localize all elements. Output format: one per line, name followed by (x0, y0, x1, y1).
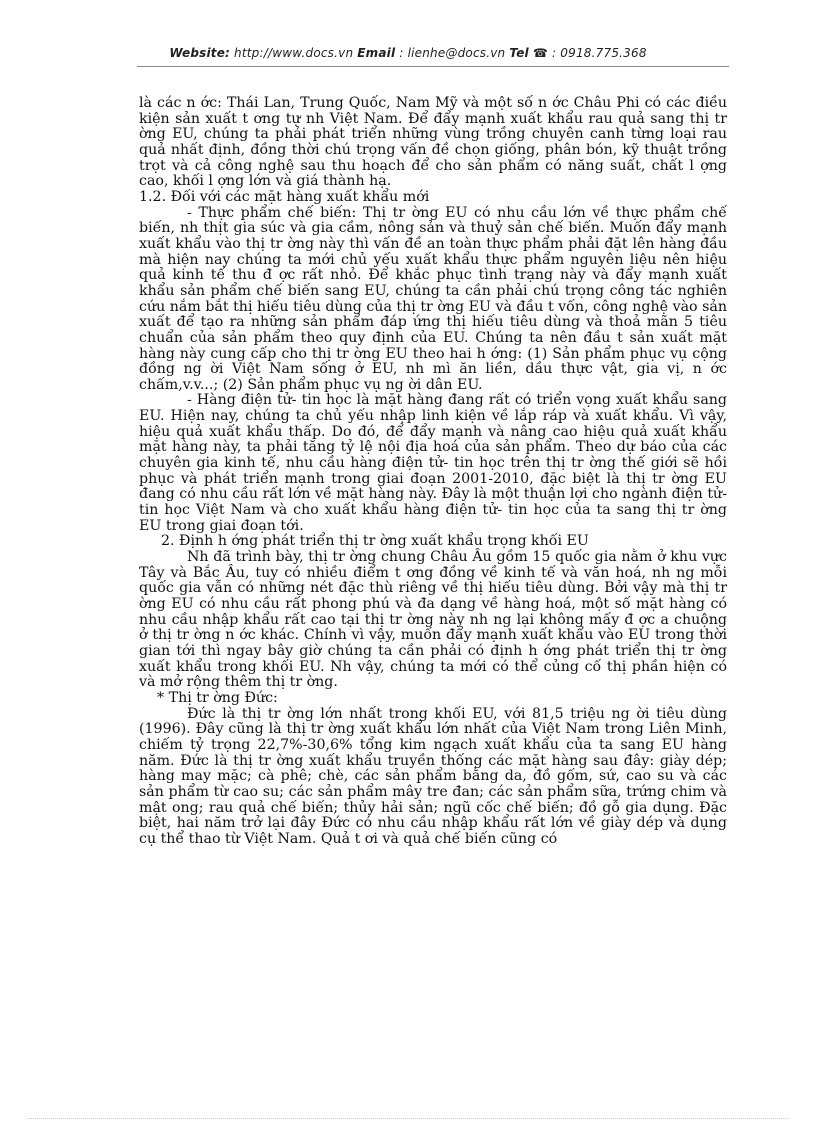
header-divider (137, 66, 729, 67)
section-heading-new-products: 1.2. Đối với các mặt hàng xuất khẩu mới (139, 188, 430, 205)
tel-label: Tel (509, 46, 529, 60)
page-header (0, 46, 816, 60)
section-heading-market-orientation: 2. Định h ớng phát triển thị tr ờng xuất khẩu trọng khối EU (161, 533, 589, 550)
paragraph-fruit-veg: là các n ớc: Thái Lan, Trung Quốc, Nam Mỹ và một số n ớc Châu Phi có các điều kiện sản xuất t ơng tự nh Việt Nam. Để đẩy mạnh xuất khẩu rau quả sang thị tr ờng EU, chúng ta phải phát triển những vùng trồng chuyên canh từng loại rau quả nhất định, đồng thời chú trọng vấn đề chọn giống, phân bón, kỹ thuật trồng trọt và cả công nghệ sau thu hoạch để cho sản phẩm có năng suất, chất l ợng cao, khối l ợng lớn và giá thành hạ. (139, 95, 727, 190)
paragraph-electronics: - Hàng điện tử- tin học là mặt hàng đang rất có triển vọng xuất khẩu sang EU. Hiện nay, chúng ta chủ yếu nhập linh kiện về lắp ráp và xuất khẩu. Vì vậy, hiệu quả xuất khẩu thấp. Do đó, để đẩy mạnh và nâng cao hiệu quả xuất khẩu mặt hàng này, ta phải tăng tỷ lệ nội địa hoá của sản phẩm. Theo dự báo của các chuyên gia kinh tế, nhu cầu hàng điện tử- tin học trên thị tr ờng thế giới sẽ hồi phục và phát triển mạnh trong giai đoạn 2001-2010, đặc biệt là thị tr ờng EU đang có nhu cầu rất lớn về mặt hàng này. Đây là một thuận lợi cho ngành điện tử- tin học Việt Nam và cho xuất khẩu hàng điện tử- tin học của ta sang thị tr ờng EU trong giai đoạn tới. (139, 392, 727, 534)
tel-value: ☎ : 0918.775.368 (528, 46, 647, 60)
email-value[interactable]: : lienhe@docs.vn (395, 46, 510, 60)
paragraph-processed-food: - Thực phẩm chế biến: Thị tr ờng EU có nhu cầu lớn về thực phẩm chế biến, nh thịt gia súc và gia cầm, nông sản và thuỷ sản chế biến. Muốn đẩy mạnh xuất khẩu vào thị tr ờng này thì vấn đề an toàn thực phẩm phải đặt lên hàng đầu mà hiện nay chúng ta mới chủ yếu xuất khẩu thực phẩm nguyên liệu nên hiệu quả kinh tế thu đ ợc rất nhỏ. Để khắc phục tình trạng này và đẩy mạnh xuất khẩu sản phẩm chế biến sang EU, chúng ta cần phải chú trọng công tác nghiên cứu nắm bắt thị hiếu tiêu dùng của thị tr ờng EU và đầu t vốn, công nghệ vào sản xuất để tạo ra những sản phẩm đáp ứng thị hiếu tiêu dùng và thoả mãn 5 tiêu chuẩn của sản phẩm theo quy định của EU. Chúng ta nên đầu t sản xuất mặt hàng này cung cấp cho thị tr ờng EU theo hai h ớng: (1) Sản phẩm phục vụ cộng đồng ng ời Việt Nam sống ở EU, nh mì ăn liền, dầu thực vật, gia vị, n ớc chấm,v.v...; (2) Sản phẩm phục vụ ng ời dân EU. (139, 204, 727, 393)
email-label: Email (357, 46, 396, 60)
website-label: Website: (169, 46, 231, 60)
website-url[interactable]: http://www.docs.vn (230, 46, 358, 60)
paragraph-eu-market: Nh đã trình bày, thị tr ờng chung Châu Âu gồm 15 quốc gia nằm ở khu vực Tây và Bắc Âu, tuy có nhiều điểm t ơng đồng về kinh tế và văn hoá, nh ng mỗi quốc gia vẫn có những nét đặc thù riêng về thị hiếu tiêu dùng. Bởi vậy mà thị tr ờng EU có nhu cầu rất phong phú và đa dạng về hàng hoá, một số mặt hàng có nhu cầu nhập khẩu rất cao tại thị tr ờng này nh ng lại không mấy đ ợc a chuộng ở thị tr ờng n ớc khác. Chính vì vậy, muốn đẩy mạnh xuất khẩu vào EU trong thời gian tới thì ngay bây giờ chúng ta cần phải có định h ớng phát triển thị tr ờng xuất khẩu trong khối EU. Nh vậy, chúng ta mới có thể củng cố thị phần hiện có và mở rộng thêm thị tr ờng. (139, 549, 727, 691)
subheading-germany: * Thị tr ờng Đức: (157, 689, 278, 706)
footer-divider (28, 1118, 788, 1119)
paragraph-germany: Đức là thị tr ờng lớn nhất trong khối EU, với 81,5 triệu ng ời tiêu dùng (1996). Đây cũng là thị tr ờng xuất khẩu lớn nhất của Việt Nam trong Liên Minh, chiếm tỷ trọng 22,7%-30,6% tổng kim ngạch xuất khẩu của ta sang EU hàng năm. Đức là thị tr ờng xuất khẩu truyền thống các mặt hàng sau đây: giày dép; hàng may mặc; cà phê; chè, các sản phẩm bằng da, đồ gốm, sứ, cao su và các sản phẩm từ cao su; các sản phẩm mây tre đan; các sản phẩm sữa, trứng chim và mật ong; rau quả chế biến; thủy hải sản; ngũ cốc chế biến; đồ gỗ gia dụng. Đặc biệt, hai năm trở lại đây Đức có nhu cầu nhập khẩu rất lớn về giày dép và dụng cụ thể thao từ Việt Nam. Quả t ơi và quả chế biến cũng có (139, 705, 727, 847)
document-body (139, 96, 727, 848)
